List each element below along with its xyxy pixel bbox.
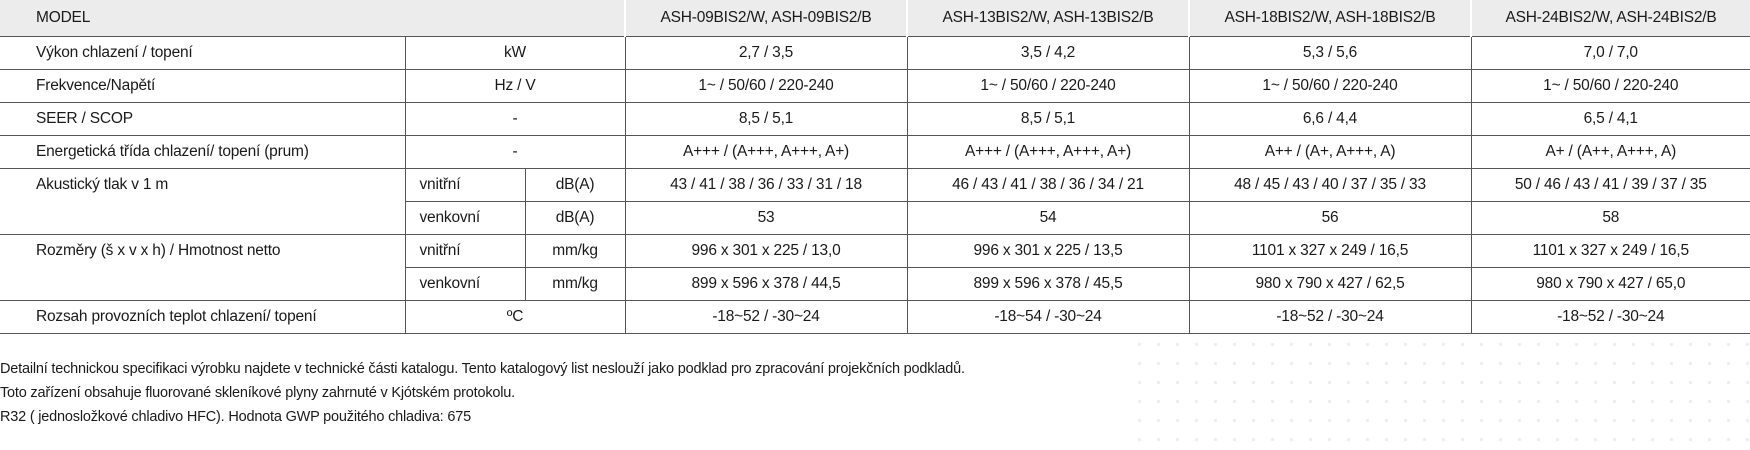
table-row-dimensions-indoor: [0, 235, 1750, 268]
table-cell: -18~54 / -30~24: [907, 301, 1189, 334]
row-sublabel: venkovní: [405, 202, 525, 235]
table-cell: 996 x 301 x 225 / 13,5: [907, 235, 1189, 268]
dot-pattern-background: [1130, 335, 1750, 450]
table-row-temperature-range: [0, 301, 1750, 334]
row-unit: kW: [405, 37, 625, 70]
table-cell: 980 x 790 x 427 / 65,0: [1471, 268, 1750, 301]
model-name: ASH-18BIS2/W, ASH-18BIS2/B: [1189, 0, 1471, 37]
model-header: MODEL: [0, 0, 625, 37]
row-label: Akustický tlak v 1 m: [0, 169, 405, 235]
table-cell: 980 x 790 x 427 / 62,5: [1189, 268, 1471, 301]
table-cell: 6,6 / 4,4: [1189, 103, 1471, 136]
table-cell: 996 x 301 x 225 / 13,0: [625, 235, 907, 268]
table-cell: 43 / 41 / 38 / 36 / 33 / 31 / 18: [625, 169, 907, 202]
table-cell: A+ / (A++, A+++, A): [1471, 136, 1750, 169]
row-label: Výkon chlazení / topení: [0, 37, 405, 70]
table-cell: 7,0 / 7,0: [1471, 37, 1750, 70]
table-cell: 899 x 596 x 378 / 44,5: [625, 268, 907, 301]
table-cell: A+++ / (A+++, A+++, A+): [625, 136, 907, 169]
table-cell: 54: [907, 202, 1189, 235]
table-cell: 50 / 46 / 43 / 41 / 39 / 37 / 35: [1471, 169, 1750, 202]
table-cell: 58: [1471, 202, 1750, 235]
row-unit: ºC: [405, 301, 625, 334]
row-label: Energetická třída chlazení/ topení (prum): [0, 136, 405, 169]
table-header-row: [0, 0, 1750, 37]
table-cell: 8,5 / 5,1: [625, 103, 907, 136]
footnote: R32 ( jednosložkové chladivo HFC). Hodnota GWP použitého chladiva: 675: [0, 409, 471, 425]
row-label: Rozměry (š x v x h) / Hmotnost netto: [0, 235, 405, 301]
table-cell: 1101 x 327 x 249 / 16,5: [1189, 235, 1471, 268]
table-row-frequency-voltage: [0, 70, 1750, 103]
row-sublabel: vnitřní: [405, 235, 525, 268]
table-cell: 1~ / 50/60 / 220-240: [907, 70, 1189, 103]
table-row-capacity: [0, 37, 1750, 70]
table-cell: 6,5 / 4,1: [1471, 103, 1750, 136]
table-cell: 1~ / 50/60 / 220-240: [1471, 70, 1750, 103]
footnotes: [0, 357, 965, 429]
row-label: Frekvence/Napětí: [0, 70, 405, 103]
table-row-seer-scop: [0, 103, 1750, 136]
table-cell: A++ / (A+, A+++, A): [1189, 136, 1471, 169]
table-row-acoustic-indoor: [0, 169, 1750, 202]
table-cell: 1101 x 327 x 249 / 16,5: [1471, 235, 1750, 268]
table-cell: 56: [1189, 202, 1471, 235]
model-name: ASH-13BIS2/W, ASH-13BIS2/B: [907, 0, 1189, 37]
table-row-energy-class: [0, 136, 1750, 169]
row-label: Rozsah provozních teplot chlazení/ topení: [0, 301, 405, 334]
table-cell: 1~ / 50/60 / 220-240: [625, 70, 907, 103]
row-unit: mm/kg: [525, 235, 625, 268]
table-cell: 53: [625, 202, 907, 235]
table-cell: A+++ / (A+++, A+++, A+): [907, 136, 1189, 169]
table-cell: 8,5 / 5,1: [907, 103, 1189, 136]
table-cell: 899 x 596 x 378 / 45,5: [907, 268, 1189, 301]
table-cell: -18~52 / -30~24: [1471, 301, 1750, 334]
row-unit: dB(A): [525, 202, 625, 235]
table-cell: 1~ / 50/60 / 220-240: [1189, 70, 1471, 103]
row-unit: mm/kg: [525, 268, 625, 301]
table-cell: 46 / 43 / 41 / 38 / 36 / 34 / 21: [907, 169, 1189, 202]
table-cell: -18~52 / -30~24: [1189, 301, 1471, 334]
row-unit: dB(A): [525, 169, 625, 202]
table-cell: -18~52 / -30~24: [625, 301, 907, 334]
row-unit: -: [405, 136, 625, 169]
table-cell: 48 / 45 / 43 / 40 / 37 / 35 / 33: [1189, 169, 1471, 202]
footnote: Detailní technickou specifikaci výrobku najdete v technické části katalogu. Tento katalogový list neslouží jako podklad pro zpracování projekčních podkladů.: [0, 361, 965, 377]
table-cell: 3,5 / 4,2: [907, 37, 1189, 70]
row-label: SEER / SCOP: [0, 103, 405, 136]
row-sublabel: vnitřní: [405, 169, 525, 202]
model-name: ASH-09BIS2/W, ASH-09BIS2/B: [625, 0, 907, 37]
table-cell: 2,7 / 3,5: [625, 37, 907, 70]
row-unit: Hz / V: [405, 70, 625, 103]
footnote: Toto zařízení obsahuje fluorované skleníkové plyny zahrnuté v Kjótském protokolu.: [0, 385, 515, 401]
table-cell: 5,3 / 5,6: [1189, 37, 1471, 70]
row-unit: -: [405, 103, 625, 136]
row-sublabel: venkovní: [405, 268, 525, 301]
model-name: ASH-24BIS2/W, ASH-24BIS2/B: [1471, 0, 1750, 37]
